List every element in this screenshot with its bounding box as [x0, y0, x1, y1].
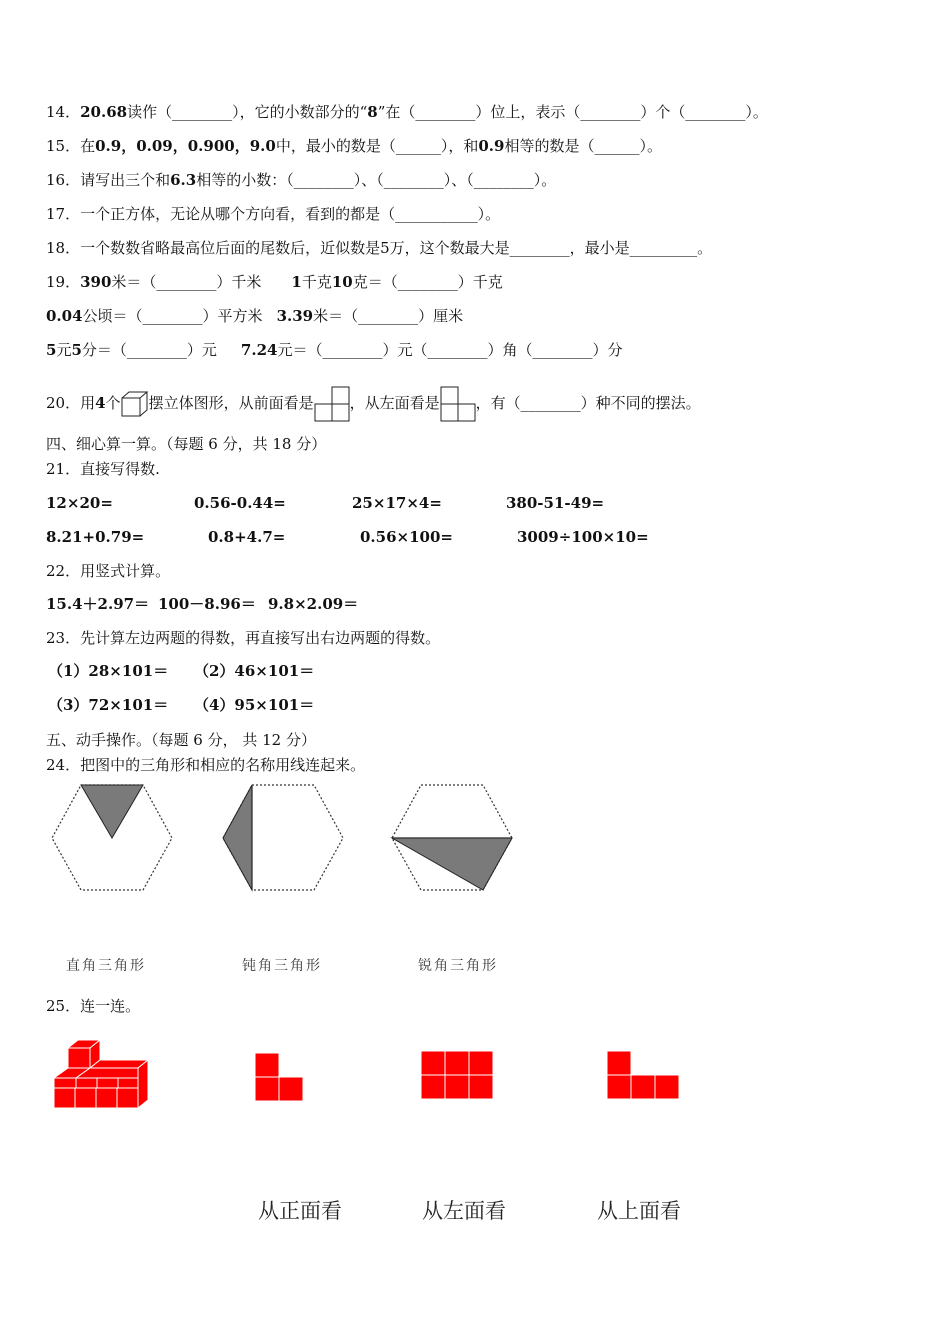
q23-item: （3）72×101＝ — [48, 696, 169, 714]
hexagon-figure-1 — [50, 783, 175, 893]
q23-item: （1）28×101＝ — [48, 662, 169, 680]
section-5-heading: 五、动手操作。（每题 6 分， 共 12 分） — [46, 731, 316, 749]
left-view-icon — [440, 386, 476, 422]
q19-text: 千克 — [301, 273, 332, 291]
section-4-heading: 四、细心算一算。（每题 6 分，共 18 分） — [46, 435, 327, 453]
q19-value: 1 — [291, 273, 302, 291]
triangle-label: 锐角三角形 — [418, 958, 498, 974]
calc-item: 3009÷100×10= — [517, 528, 649, 546]
question-19-row-2 — [46, 306, 463, 326]
q22-title: 22．用竖式计算。 — [46, 562, 171, 580]
triangle-label: 钝角三角形 — [242, 958, 322, 974]
vertical-calc-item: 15.4＋2.97＝ — [46, 595, 150, 613]
q23-item: （4）95×101＝ — [194, 696, 315, 714]
q19-text: 米＝（________）厘米 — [313, 307, 464, 325]
q19-value: 5 — [46, 341, 57, 359]
hexagon-figure-3 — [390, 783, 515, 893]
q20-text: 个 — [105, 394, 121, 412]
q16-text-1: 请写出三个和 — [80, 171, 171, 189]
q19-text: 克＝（________）千克 — [352, 273, 503, 291]
red-view-shape-1 — [254, 1052, 306, 1104]
q-num: 19． — [46, 273, 81, 291]
question-15 — [46, 136, 662, 156]
q19-text: 元＝（________）元（________）角（________）分 — [277, 341, 623, 359]
question-19-row-1 — [46, 272, 503, 292]
q23-title: 23．先计算左边两题的得数，再直接写出右边两题的得数。 — [46, 629, 441, 647]
red-view-shape-2 — [420, 1050, 496, 1102]
q-num: 20． — [46, 394, 81, 412]
vertical-calc-item: 100－8.96＝ — [158, 595, 256, 613]
calc-item: 380-51-49= — [506, 494, 605, 512]
q15-numbers: 0.9，0.09，0.900，9.0 — [95, 137, 276, 155]
q14-text-2: ”在（________）位上，表示（________）个（________）。 — [377, 103, 768, 121]
q19-text: 元 — [56, 341, 72, 359]
question-19-row-3 — [46, 340, 622, 360]
q-num: 16． — [46, 171, 81, 189]
q19-text: 公顷＝（________）平方米 — [82, 307, 263, 325]
triangle-label: 直角三角形 — [66, 958, 146, 974]
red-cube-structure — [52, 1038, 152, 1110]
q18-text-1: 一个数数省略最高位后面的尾数后，近似数是 — [80, 239, 381, 257]
q20-text: 摆立体图形，从前面看是 — [148, 394, 314, 412]
q25-title: 25．连一连。 — [46, 997, 141, 1015]
vertical-calc-item: 9.8×2.09＝ — [268, 595, 359, 613]
q19-value: 390 — [80, 273, 112, 291]
q-num: 14． — [46, 103, 81, 121]
q15-text-1: 在 — [80, 137, 96, 155]
question-17 — [46, 204, 500, 224]
q-num: 17． — [46, 205, 81, 223]
calc-item: 12×20= — [46, 494, 113, 512]
q18-text-2: 万，这个数最大是________，最小是_________。 — [389, 239, 713, 257]
q19-value: 0.04 — [46, 307, 83, 325]
q19-value: 7.24 — [240, 341, 278, 359]
hexagon-figure-2 — [221, 783, 346, 893]
question-20 — [46, 386, 701, 422]
q15-text-2: 中，最小的数是（______），和 — [275, 137, 479, 155]
q19-value: 10 — [331, 273, 353, 291]
q16-number: 6.3 — [170, 171, 197, 189]
cube-icon — [121, 391, 149, 417]
q21-title: 21．直接写得数. — [46, 460, 160, 478]
q19-value: 3.39 — [276, 307, 314, 325]
q20-text: ，有（________）种不同的摆法。 — [475, 394, 701, 412]
calc-item: 25×17×4= — [352, 494, 442, 512]
calc-item: 0.8+4.7= — [208, 528, 286, 546]
q19-text: 米＝（________）千米 — [111, 273, 262, 291]
q-num: 18． — [46, 239, 81, 257]
q-num: 15． — [46, 137, 81, 155]
q18-number: 5 — [380, 239, 390, 257]
front-view-icon — [314, 386, 350, 422]
q14-digit: 8 — [367, 103, 378, 121]
q17-text: 一个正方体，无论从哪个方向看，看到的都是（___________）。 — [80, 205, 501, 223]
right-triangle-shade — [392, 838, 512, 890]
red-view-shape-3 — [606, 1050, 682, 1102]
obtuse-triangle-shade — [223, 785, 252, 890]
q15-number: 0.9 — [478, 137, 505, 155]
question-16 — [46, 170, 556, 190]
q19-text: 分＝（________）元 — [81, 341, 217, 359]
calc-item: 0.56-0.44= — [194, 494, 286, 512]
view-label-top: 从上面看 — [597, 1199, 681, 1223]
question-14 — [46, 102, 768, 122]
calc-item: 8.21+0.79= — [46, 528, 145, 546]
q20-text: 用 — [80, 394, 96, 412]
q23-item: （2）46×101＝ — [194, 662, 315, 680]
q24-title: 24．把图中的三角形和相应的名称用线连起来。 — [46, 756, 366, 774]
q16-text-2: 相等的小数：（________）、（________）、（________）。 — [196, 171, 557, 189]
view-label-front: 从正面看 — [258, 1199, 342, 1223]
calc-item: 0.56×100= — [360, 528, 453, 546]
q14-number: 20.68 — [80, 103, 128, 121]
q14-text-1: 读作（________），它的小数部分的“ — [127, 103, 368, 121]
q20-text: ，从左面看是 — [349, 394, 440, 412]
acute-triangle-shade — [81, 785, 143, 838]
question-18 — [46, 238, 712, 258]
q20-number: 4 — [95, 394, 106, 412]
view-label-left: 从左面看 — [422, 1199, 506, 1223]
q19-value: 5 — [71, 341, 82, 359]
q15-text-3: 相等的数是（______）。 — [504, 137, 662, 155]
